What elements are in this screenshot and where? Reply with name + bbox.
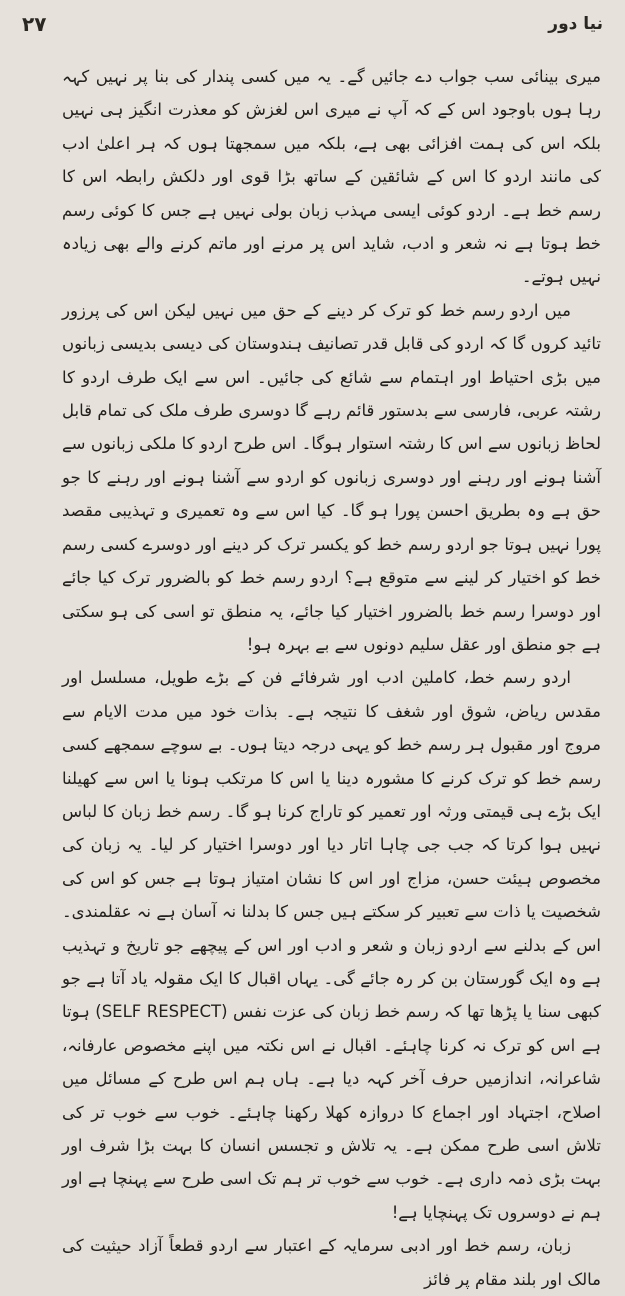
paragraph-2: میں اردو رسم خط کو ترک کر دینے کے حق میں نہیں لیکن اس کی پرزور تائید کروں گا کہ اردو کی قابل قدر تصانیف ہندوستان کی دیسی بدیسی زبانوں میں بڑی احتیاط اور اہتمام سے شائع کی جائیں۔ اس سے ایک طرف اردو کا رشتہ عربی، فارسی سے بدستور قائم رہے گا دوسری طرف ملک کی تمام قابل لحاظ زبانوں سے اس کا رشتہ استوار ہوگا۔ اس طرح اردو کا ملکی زبانوں سے آشنا ہونے اور رہنے اور دوسری زبانوں کو اردو سے آشنا ہونے اور رہنے کا جو حق ہے وہ بطریق احسن پورا ہو گا۔ کیا اس سے وہ تعمیری و تہذیبی مقصد پورا نہیں ہوتا جو اردو رسم خط کو یکسر ترک کر دینے اور دوسرے کسی رسم خط کو اختیار کر لینے سے متوقع ہے؟ اردو رسم خط کو بالضرور ترک کیا جائے اور دوسرا رسم خط بالضرور اختیار کیا جائے، یہ منطق تو اسی کی ہو سکتی ہے جو منطق اور عقل سلیم دونوں سے بے بہرہ ہو! — [62, 300, 601, 654]
page-header — [0, 8, 625, 38]
paragraph-4: زبان، رسم خط اور ادبی سرمایہ کے اعتبار سے اردو قطعاً آزاد حیثیت کی مالک اور بلند مقام پر فائز — [62, 1236, 601, 1289]
running-head: نیا دور — [548, 14, 603, 34]
paragraph-3: اردو رسم خط، کاملین ادب اور شرفائے فن کے بڑے طویل، مسلسل اور مقدس ریاض، شوق اور شغف کا نتیجہ ہے۔ بذات خود میں مدت الایام سے مروج اور مقبول ہر رسم خط کو یہی درجہ دیتا ہوں۔ بے سوچے سمجھے کسی رسم خط کو ترک کرنے کا مشورہ دینا یا اس کا مرتکب ہونا یا اس سے کھیلنا ایک بڑے ہی قیمتی ورثہ اور تعمیر کو تاراج کرنا ہو گا۔ رسم خط زبان کا لباس نہیں ہوا کرتا کہ جب جی چاہا اتار دیا اور دوسرا اختیار کر لیا۔ یہ زبان کی مخصوص ہیئت حسن، مزاج اور اس کا نشان امتیاز ہوتا ہے جس کو اس کی شخصیت یا ذات سے تعبیر کر سکتے ہیں جس کا بدلنا نہ آسان ہے نہ عقلمندی۔ اس کے بدلنے سے اردو زبان و شعر و ادب اور اس کے پیچھے جو تاریخ و تہذیب ہے وہ ایک گورستان بن کر رہ جائے گی۔ یہاں اقبال کا ایک مقولہ یاد آتا ہے جو کبھی سنا یا پڑھا تھا کہ رسم خط زبان کی عزت نفس (SELF RESPECT) ہوتا ہے اس کو ترک نہ کرنا چاہئے۔ اقبال نے اس نکتہ میں اپنے مخصوص عارفانہ، شاعرانہ، اندازمیں حرف آخر کہہ دیا ہے۔ ہاں ہم اس طرح کے مسائل میں اصلاح، اجتہاد اور اجماع کا دروازہ کھلا رکھنا چاہئے۔ خوب سے خوب تر کی تلاش اسی طرح ممکن ہے۔ یہ تلاش و تجسس انسان کا بہت بڑا شرف اور بہت بڑی ذمہ داری ہے۔ خوب سے خوب تر ہم تک اسی طرح سے پہنچا ہے اور ہم نے دوسروں تک پہنچایا ہے! — [62, 668, 602, 1222]
article-body — [62, 60, 601, 1296]
page-number: ۲۷ — [22, 12, 47, 36]
paragraph-1: میری بینائی سب جواب دے جائیں گے۔ یہ میں کسی پندار کی بنا پر نہیں کہہ رہا ہوں باوجود اس کے کہ آپ نے میری اس لغزش کو معذرت انگیز ہی نہیں بلکہ اس کی ہمت افزائی بھی ہے، بلکہ میں سمجھتا ہوں کہ ہر اعلیٰ ادب کی مانند اردو کا اس کے شائقین کے ساتھ بڑا قوی اور دلکش رابطہ اس کا رسم خط ہے۔ اردو کوئی ایسی مہذب زبان بولی نہیں ہے جس کا کوئی رسم خط ہوتا ہے نہ شعر و ادب، شاید اس پر مرنے اور ماتم کرنے والے بھی زیادہ نہیں ہوتے۔ — [62, 67, 601, 287]
